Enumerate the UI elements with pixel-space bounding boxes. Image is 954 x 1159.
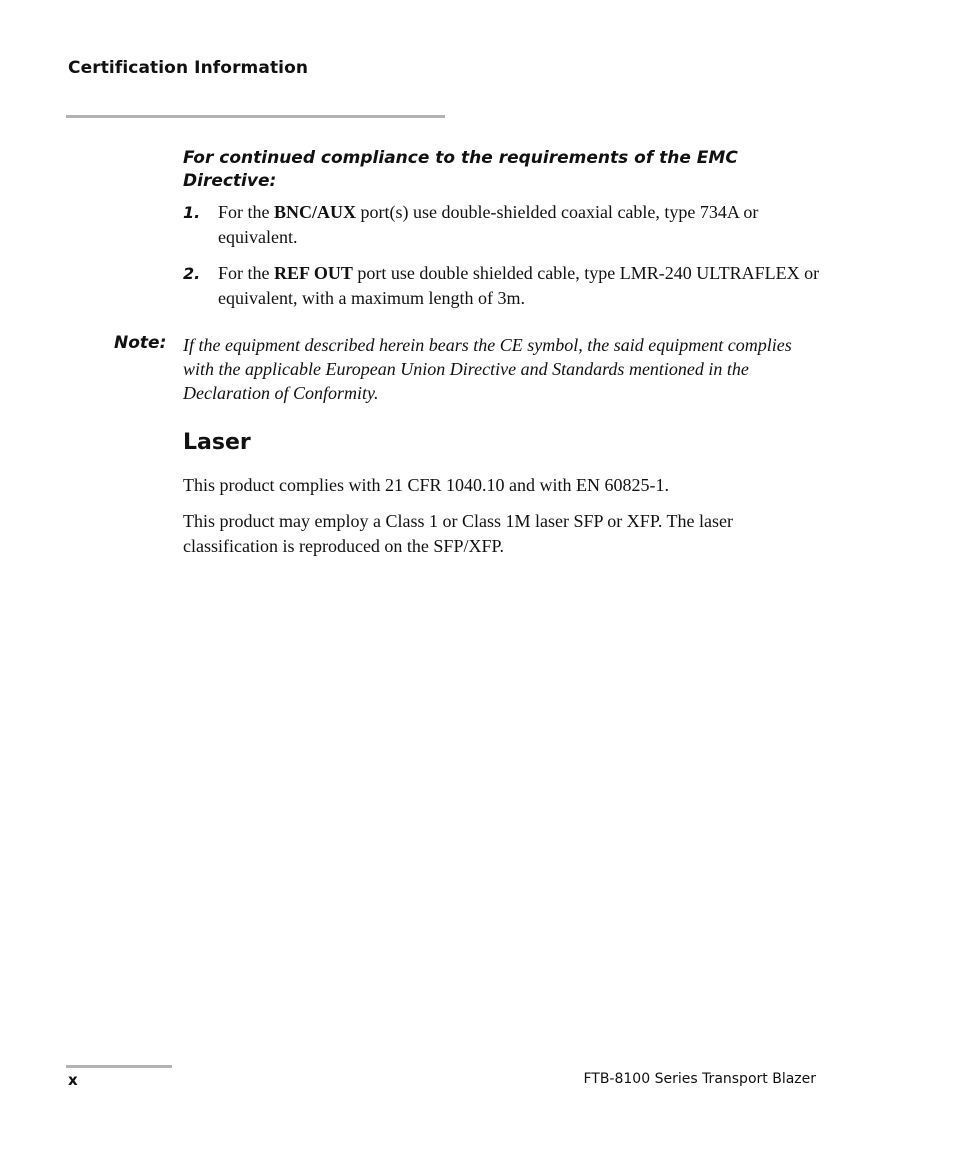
note-label: Note: bbox=[114, 333, 167, 353]
step-number: 1. bbox=[183, 203, 201, 222]
step-text bbox=[218, 200, 823, 250]
header-rule bbox=[66, 115, 445, 118]
port-name: REF OUT bbox=[274, 263, 353, 283]
step-text-post: port(s) use double-shielded coaxial cable, type 734A or equivalent. bbox=[218, 202, 759, 247]
document-title: FTB-8100 Series Transport Blazer bbox=[583, 1071, 816, 1087]
step-item bbox=[183, 200, 823, 252]
step-text-pre: For the bbox=[218, 263, 274, 283]
port-name: BNC/AUX bbox=[274, 202, 357, 222]
note-text: If the equipment described herein bears the CE symbol, the said equipment complies with the applicable European Union Directive and Standards mentioned in the Declaration of Conformity. bbox=[183, 335, 792, 403]
page-number: x bbox=[68, 1071, 78, 1089]
step-text-pre: For the bbox=[218, 202, 274, 222]
running-header: Certification Information bbox=[68, 58, 309, 78]
step-number: 2. bbox=[183, 264, 201, 283]
emc-compliance-heading: For continued compliance to the requirements of the EMC Directive: bbox=[183, 148, 738, 191]
step-text-post: port use double shielded cable, type LMR-240 ULTRAFLEX or equivalent, with a maximum length of 3m. bbox=[218, 263, 820, 308]
step-text bbox=[218, 261, 823, 311]
footer-rule bbox=[66, 1065, 172, 1068]
laser-section-heading: Laser bbox=[183, 430, 251, 455]
step-item bbox=[183, 261, 823, 313]
laser-paragraph: This product may employ a Class 1 or Class 1M laser SFP or XFP. The laser classification is reproduced on the SFP/XFP. bbox=[183, 511, 733, 556]
laser-paragraph: This product complies with 21 CFR 1040.10 and with EN 60825-1. bbox=[183, 475, 669, 495]
